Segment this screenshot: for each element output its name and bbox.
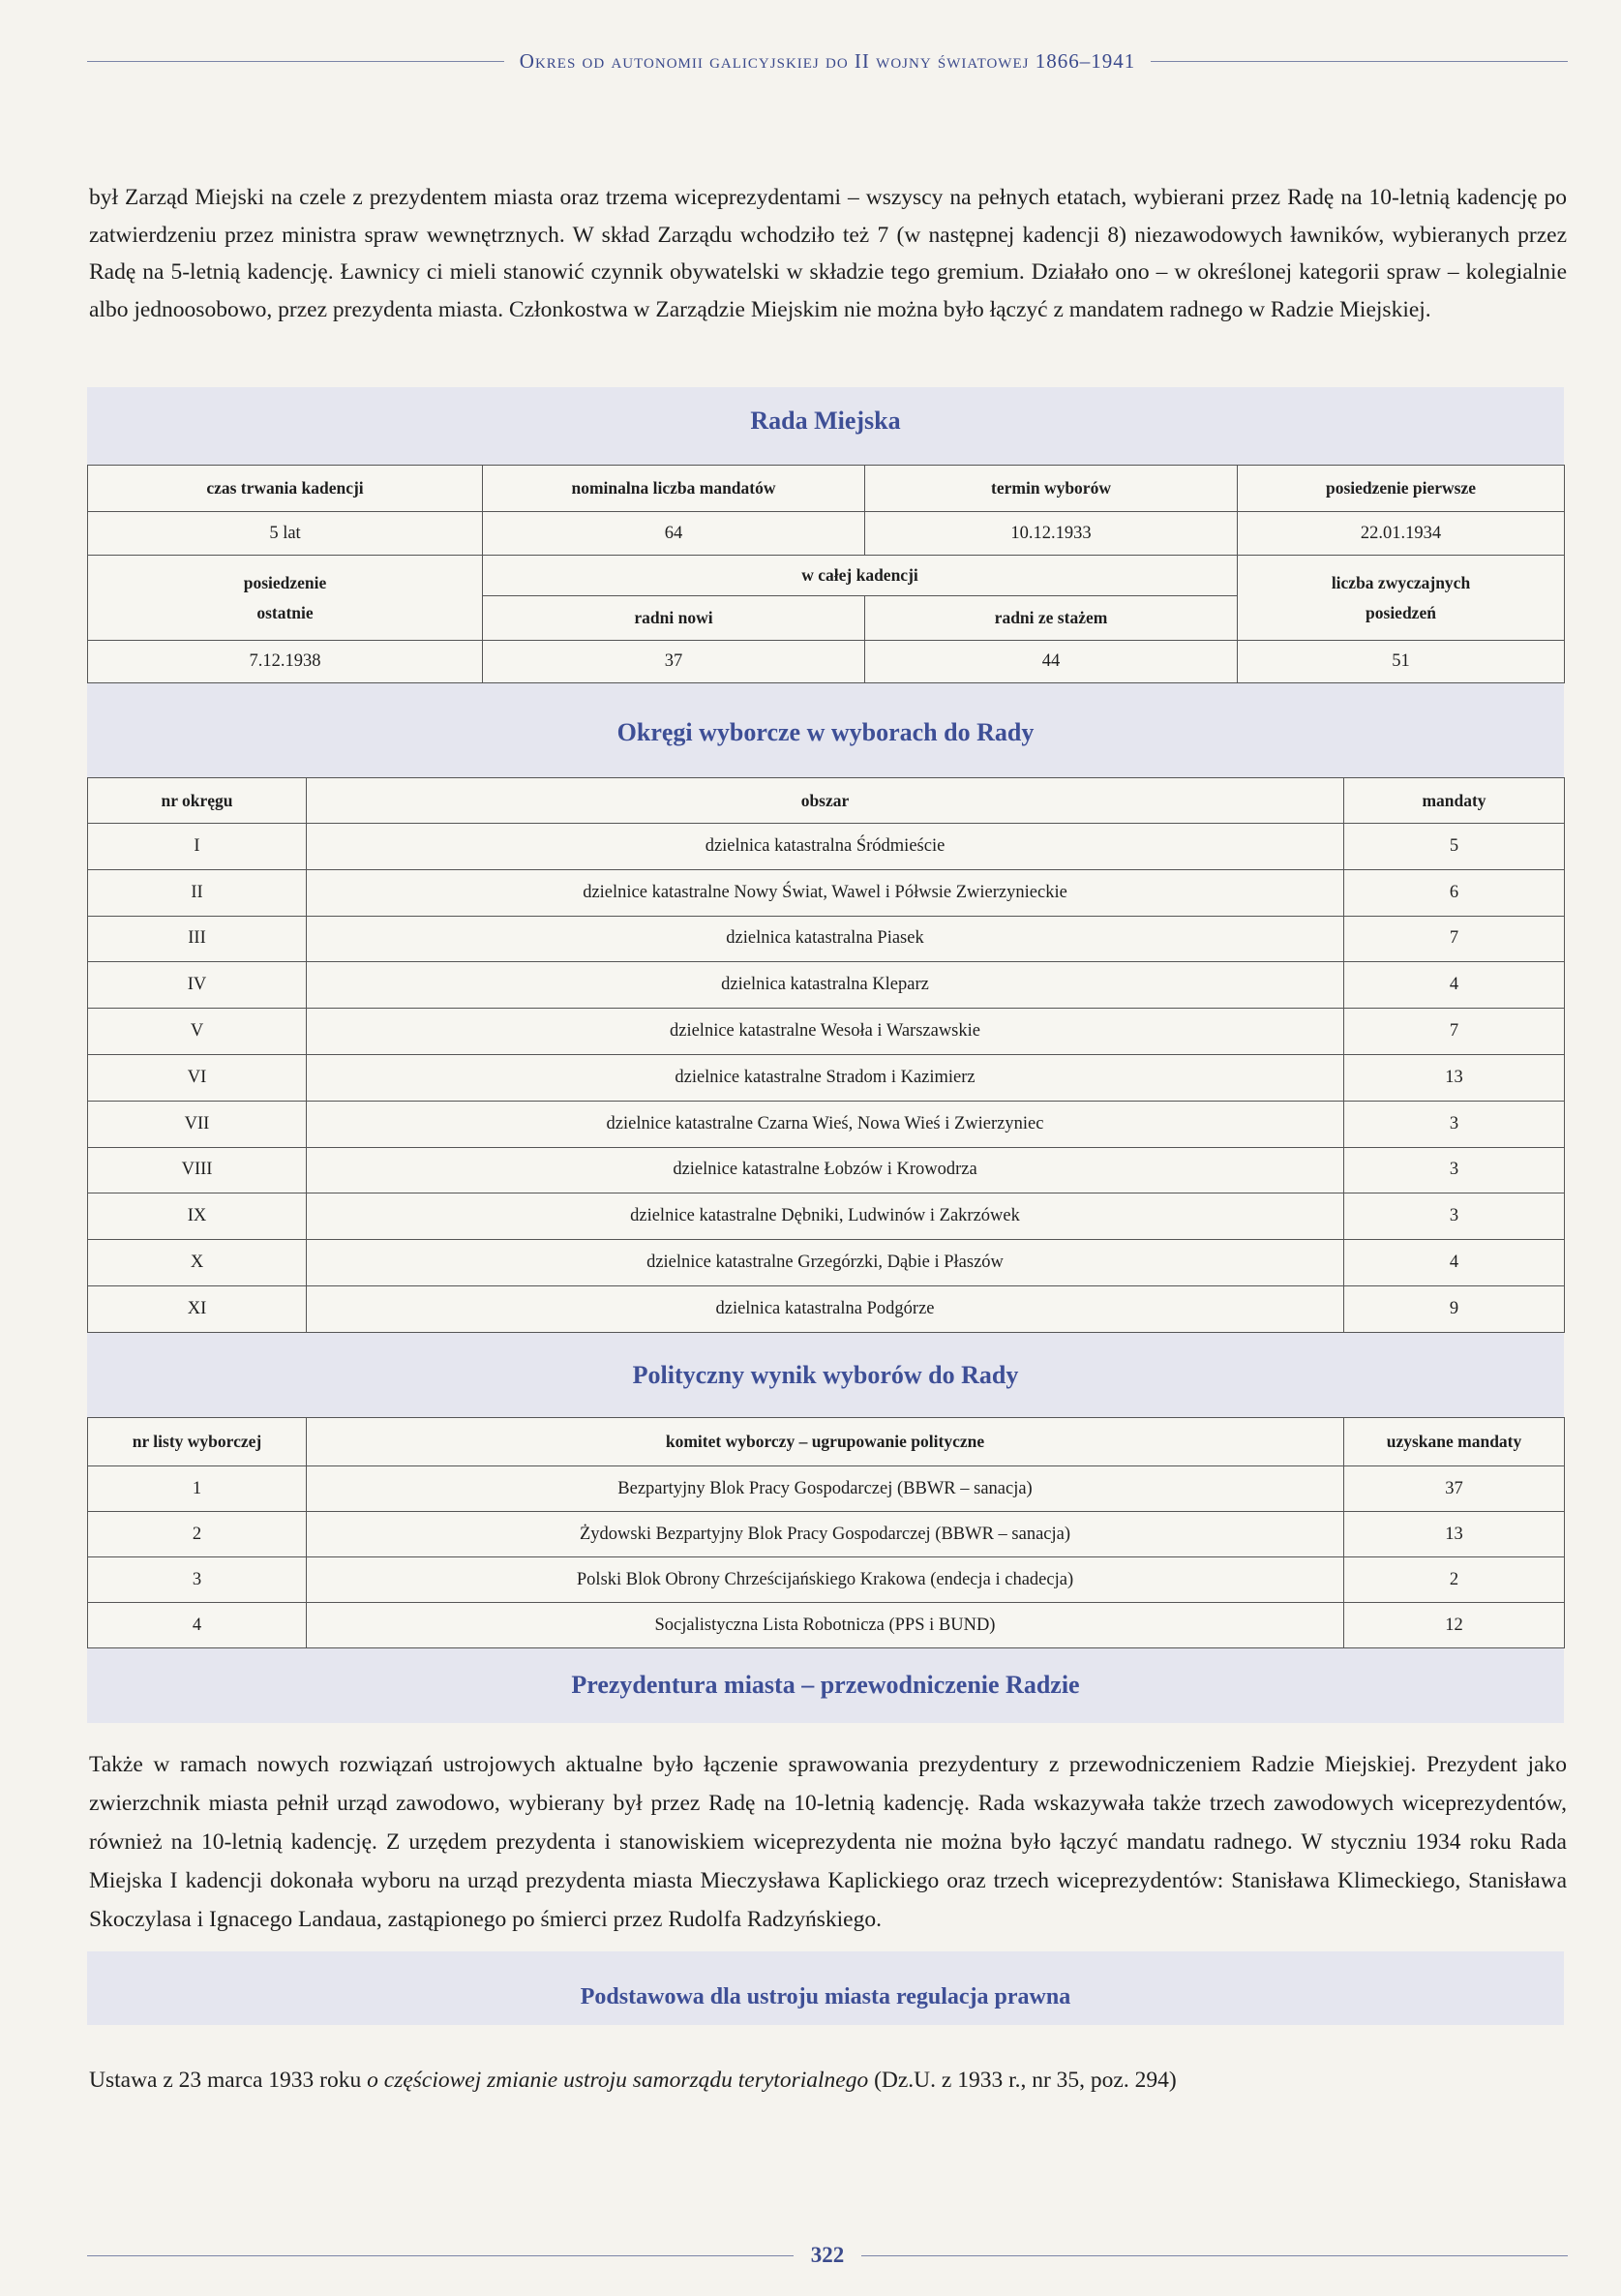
regulacja-section-title: Podstawowa dla ustroju miasta regulacja prawna [580, 1984, 1071, 2009]
wynik-cell-nr: 2 [88, 1512, 307, 1557]
okregi-row [88, 824, 1565, 870]
okregi-row [88, 869, 1565, 916]
rada-h-calej: w całej kadencji [483, 556, 1238, 596]
running-header [87, 37, 1568, 85]
header-rule-right [1151, 61, 1568, 62]
okregi-cell-nr: VII [88, 1101, 307, 1147]
okregi-h-obszar: obszar [307, 778, 1344, 824]
regulacja-text-after: (Dz.U. z 1933 r., nr 35, poz. 294) [868, 2068, 1177, 2093]
okregi-row [88, 1054, 1565, 1101]
okregi-table [87, 777, 1565, 1333]
page-footer [87, 2236, 1568, 2275]
wynik-section-title: Polityczny wynik wyborów do Rady [632, 1361, 1019, 1389]
okregi-row [88, 1193, 1565, 1240]
prezydentura-section-title: Prezydentura miasta – przewodniczenie Radzie [571, 1671, 1080, 1699]
wynik-cell-komitet: Bezpartyjny Blok Pracy Gospodarczej (BBWR – sanacja) [307, 1466, 1344, 1512]
okregi-cell-nr: I [88, 824, 307, 870]
rada-h-zwyczajnych-line2: posiedzeń [1366, 602, 1436, 622]
rada-section-title: Rada Miejska [750, 407, 901, 435]
wynik-table [87, 1417, 1565, 1648]
wynik-row [88, 1603, 1565, 1648]
rada-v-nominalna: 64 [483, 512, 865, 556]
rada-h-staz: radni ze stażem [865, 596, 1238, 641]
wynik-row [88, 1466, 1565, 1512]
okregi-cell-nr: II [88, 869, 307, 916]
regulacja-text-before: Ustawa z 23 marca 1933 roku [89, 2068, 368, 2093]
rada-h-pierwsze: posiedzenie pierwsze [1238, 466, 1565, 512]
okregi-cell-mandaty: 3 [1344, 1101, 1565, 1147]
rada-v-termin: 10.12.1933 [865, 512, 1238, 556]
okregi-cell-obszar: dzielnice katastralne Grzegórzki, Dąbie i Płaszów [307, 1240, 1344, 1286]
rada-h-czas: czas trwania kadencji [88, 466, 483, 512]
okregi-cell-obszar: dzielnice katastralne Łobzów i Krowodrza [307, 1147, 1344, 1193]
okregi-cell-nr: XI [88, 1285, 307, 1332]
rada-h-ostatnie [88, 556, 483, 641]
wynik-cell-komitet: Socjalistyczna Lista Robotnicza (PPS i BUND) [307, 1603, 1344, 1648]
okregi-cell-nr: VI [88, 1054, 307, 1101]
wynik-cell-komitet: Żydowski Bezpartyjny Blok Pracy Gospodarczej (BBWR – sanacja) [307, 1512, 1344, 1557]
wynik-cell-nr: 3 [88, 1557, 307, 1603]
okregi-row [88, 1101, 1565, 1147]
running-header-title: Okres od autonomii galicyjskiej do II wojny światowej 1866–1941 [519, 48, 1136, 73]
okregi-row [88, 1147, 1565, 1193]
okregi-cell-nr: VIII [88, 1147, 307, 1193]
wynik-header-row [88, 1418, 1565, 1466]
footer-rule-right [861, 2255, 1568, 2256]
wynik-cell-mandaty: 37 [1344, 1466, 1565, 1512]
okregi-cell-obszar: dzielnica katastralna Śródmieście [307, 824, 1344, 870]
okregi-cell-mandaty: 3 [1344, 1147, 1565, 1193]
okregi-h-nr: nr okręgu [88, 778, 307, 824]
okregi-cell-mandaty: 3 [1344, 1193, 1565, 1240]
okregi-row [88, 916, 1565, 962]
rada-h-nowi: radni nowi [483, 596, 865, 641]
okregi-cell-obszar: dzielnica katastralna Piasek [307, 916, 1344, 962]
rada-table [87, 465, 1565, 683]
okregi-cell-mandaty: 13 [1344, 1054, 1565, 1101]
okregi-header-row [88, 778, 1565, 824]
okregi-cell-obszar: dzielnice katastralne Stradom i Kazimierz [307, 1054, 1344, 1101]
rada-h-nominalna: nominalna liczba mandatów [483, 466, 865, 512]
rada-v-staz: 44 [865, 641, 1238, 683]
footer-rule-left [87, 2255, 794, 2256]
rada-h-ostatnie-line2: ostatnie [256, 602, 314, 622]
regulacja-text [89, 2062, 1567, 2100]
okregi-cell-obszar: dzielnice katastralne Wesoła i Warszawskie [307, 1009, 1344, 1055]
okregi-cell-obszar: dzielnica katastralna Podgórze [307, 1285, 1344, 1332]
rada-v-ostatnie: 7.12.1938 [88, 641, 483, 683]
okregi-row [88, 1285, 1565, 1332]
okregi-row [88, 1240, 1565, 1286]
rada-v-czas: 5 lat [88, 512, 483, 556]
wynik-cell-mandaty: 2 [1344, 1557, 1565, 1603]
rada-v-nowi: 37 [483, 641, 865, 683]
rada-header-row-2 [88, 556, 1565, 596]
okregi-cell-obszar: dzielnice katastralne Czarna Wieś, Nowa Wieś i Zwierzyniec [307, 1101, 1344, 1147]
okregi-cell-mandaty: 7 [1344, 916, 1565, 962]
wynik-h-komitet: komitet wyborczy – ugrupowanie polityczne [307, 1418, 1344, 1466]
okregi-cell-obszar: dzielnice katastralne Nowy Świat, Wawel i Półwsie Zwierzynieckie [307, 869, 1344, 916]
wynik-row [88, 1512, 1565, 1557]
rada-h-zwyczajnych-line1: liczba zwyczajnych [1331, 572, 1471, 592]
okregi-cell-mandaty: 5 [1344, 824, 1565, 870]
wynik-h-nr: nr listy wyborczej [88, 1418, 307, 1466]
regulacja-text-italic: o częściowej zmianie ustroju samorządu terytorialnego [367, 2068, 869, 2093]
wynik-h-mandaty: uzyskane mandaty [1344, 1418, 1565, 1466]
rada-value-row-2 [88, 641, 1565, 683]
okregi-cell-nr: IX [88, 1193, 307, 1240]
okregi-cell-obszar: dzielnica katastralna Kleparz [307, 962, 1344, 1009]
wynik-row [88, 1557, 1565, 1603]
wynik-cell-nr: 1 [88, 1466, 307, 1512]
okregi-row [88, 1009, 1565, 1055]
okregi-section-title: Okręgi wyborcze w wyborach do Rady [616, 718, 1035, 746]
prezydentura-paragraph: Także w ramach nowych rozwiązań ustrojowych aktualne było łączenie sprawowania prezydentury z przewodniczeniem Radzie Miejskiej. Prezydent jako zwierzchnik miasta pełnił urząd zawodowo, wybierany był przez Radę na 10-letnią kadencję. Rada wskazywała także trzech zawodowych wiceprezydentów, również na 10-letnią kadencję. Z urzędem prezydenta i stanowiskiem wiceprezydenta nie można było łączyć mandatu radnego. W styczniu 1934 roku Rada Miejska I kadencji dokonała wyboru na urząd prezydenta miasta Mieczysława Kaplickiego oraz trzech wiceprezydentów: Stanisława Klimeckiego, Stanisława Skoczylasa i Ignacego Landaua, zastąpionego po śmierci przez Rudolfa Radzyńskiego. [89, 1752, 1567, 1932]
page-number: 322 [810, 2243, 845, 2267]
okregi-cell-mandaty: 4 [1344, 1240, 1565, 1286]
wynik-cell-komitet: Polski Blok Obrony Chrześcijańskiego Krakowa (endecja i chadecja) [307, 1557, 1344, 1603]
rada-h-termin: termin wyborów [865, 466, 1238, 512]
okregi-cell-nr: IV [88, 962, 307, 1009]
wynik-cell-mandaty: 12 [1344, 1603, 1565, 1648]
header-rule-left [87, 61, 504, 62]
wynik-cell-nr: 4 [88, 1603, 307, 1648]
rada-h-ostatnie-line1: posiedzenie [243, 572, 327, 592]
okregi-row [88, 962, 1565, 1009]
okregi-cell-nr: X [88, 1240, 307, 1286]
rada-v-pierwsze: 22.01.1934 [1238, 512, 1565, 556]
rada-h-zwyczajnych [1238, 556, 1565, 641]
okregi-cell-mandaty: 4 [1344, 962, 1565, 1009]
rada-v-zwyczajnych: 51 [1238, 641, 1565, 683]
intro-paragraph: był Zarząd Miejski na czele z prezydentem miasta oraz trzema wiceprezydentami – wszyscy na pełnych etatach, wybierani przez Radę na 10-letnią kadencję po zatwierdzeniu przez ministra spraw wewnętrznych. W skład Zarządu wchodziło też 7 (w następnej kadencji 8) niezawodowych ławników, wybieranych przez Radę na 5-letnią kadencję. Ławnicy ci mieli stanowić czynnik obywatelski w składzie tego gremium. Działało ono – w określonej kategorii spraw – kolegialnie albo jednoosobowo, przez prezydenta miasta. Członkostwa w Zarządzie Miejskim nie można było łączyć z mandatem radnego w Radzie Miejskiej. [89, 185, 1567, 322]
wynik-cell-mandaty: 13 [1344, 1512, 1565, 1557]
rada-header-row [88, 466, 1565, 512]
rada-value-row [88, 512, 1565, 556]
okregi-cell-nr: III [88, 916, 307, 962]
okregi-cell-mandaty: 6 [1344, 869, 1565, 916]
okregi-cell-mandaty: 9 [1344, 1285, 1565, 1332]
okregi-cell-mandaty: 7 [1344, 1009, 1565, 1055]
okregi-cell-nr: V [88, 1009, 307, 1055]
okregi-cell-obszar: dzielnice katastralne Dębniki, Ludwinów i Zakrzówek [307, 1193, 1344, 1240]
okregi-h-mandaty: mandaty [1344, 778, 1565, 824]
